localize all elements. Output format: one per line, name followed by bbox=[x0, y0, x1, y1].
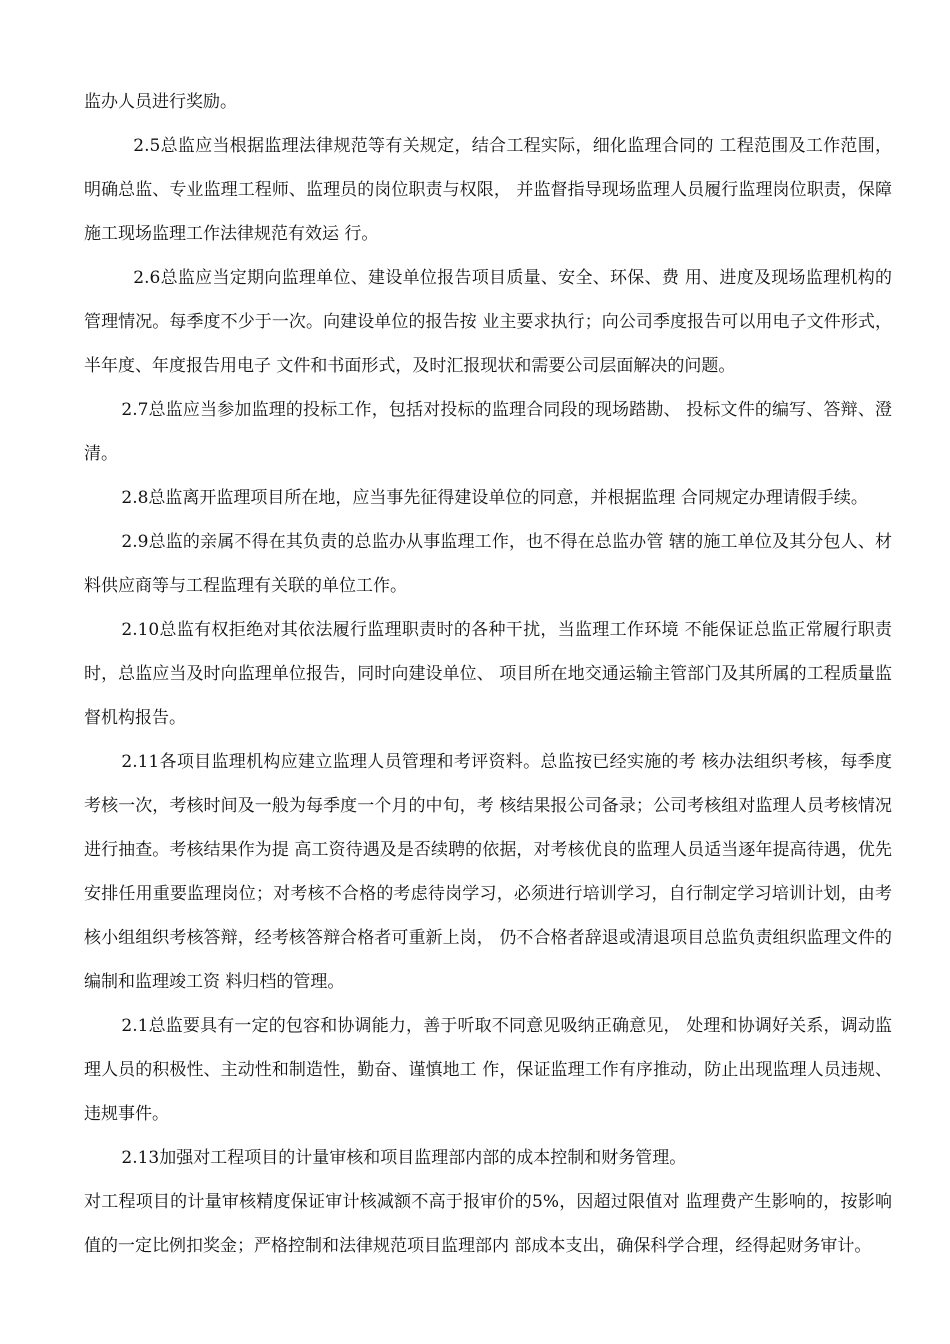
paragraph-2-1: 2.1总监要具有一定的包容和协调能力，善于听取不同意见吸纳正确意见， 处理和协调好关系，调动监理人员的积极性、主动性和制造性，勤奋、谨慎地工 作，保证监理工作有序推动，防止出现监理人员违规、违规事件。 bbox=[84, 1016, 892, 1124]
paragraph-2-13-continued: 对工程项目的计量审核精度保证审计核减额不高于报审价的5%，因超过限值对 监理费产生影响的，按影响值的一定比例扣奖金；严格控制和法律规范项目监理部内 部成本支出，确保科学合理，经得起财务审计。 bbox=[84, 1192, 892, 1256]
paragraph-2-13: 2.13加强对工程项目的计量审核和项目监理部内部的成本控制和财务管理。 bbox=[121, 1148, 687, 1168]
paragraph-2-11: 2.11各项目监理机构应建立监理人员管理和考评资料。总监按已经实施的考 核办法组织考核，每季度考核一次，考核时间及一般为每季度一个月的中旬，考 核结果报公司备录；公司考核组对监理人员考核情况进行抽查。考核结果作为提 高工资待遇及是否续聘的依据，对考核优良的监理人员适当逐年提高待遇，优先 安排任用重要监理岗位；对考核不合格的考虑待岗学习，必须进行培训学习，自行制定学习培训计划，由考核小组组织考核答辩，经考核答辩合格者可重新上岗， 仍不合格者辞退或清退项目总监负责组织监理文件的编制和监理竣工资 料归档的管理。 bbox=[84, 752, 892, 992]
paragraph-2-6: 2.6总监应当定期向监理单位、建设单位报告项目质量、安全、环保、费 用、进度及现场监理机构的管理情况。每季度不少于一次。向建设单位的报告按 业主要求执行；向公司季度报告可以用电子文件形式，半年度、年度报告用电子 文件和书面形式，及时汇报现状和需要公司层面解决的问题。 bbox=[84, 268, 892, 376]
paragraph-2-7: 2.7总监应当参加监理的投标工作，包括对投标的监理合同段的现场踏勘、 投标文件的编写、答辩、澄清。 bbox=[84, 400, 892, 464]
paragraph-2-10: 2.10总监有权拒绝对其依法履行监理职责时的各种干扰，当监理工作环境 不能保证总监正常履行职责时，总监应当及时向监理单位报告，同时向建设单位、 项目所在地交通运输主管部门及其所属的工程质量监督机构报告。 bbox=[84, 620, 892, 728]
paragraph-0: 监办人员进行奖励。 bbox=[84, 92, 237, 112]
document-page bbox=[84, 80, 892, 1268]
paragraph-2-9: 2.9总监的亲属不得在其负责的总监办从事监理工作，也不得在总监办管 辖的施工单位及其分包人、材料供应商等与工程监理有关联的单位工作。 bbox=[84, 532, 892, 596]
paragraph-2-5: 2.5总监应当根据监理法律规范等有关规定，结合工程实际，细化监理合同的 工程范围及工作范围，明确总监、专业监理工程师、监理员的岗位职责与权限， 并监督指导现场监理人员履行监理岗位职责，保障施工现场监理工作法律规范有效运 行。 bbox=[84, 136, 892, 244]
paragraph-2-8: 2.8总监离开监理项目所在地，应当事先征得建设单位的同意，并根据监理 合同规定办理请假手续。 bbox=[121, 488, 868, 508]
